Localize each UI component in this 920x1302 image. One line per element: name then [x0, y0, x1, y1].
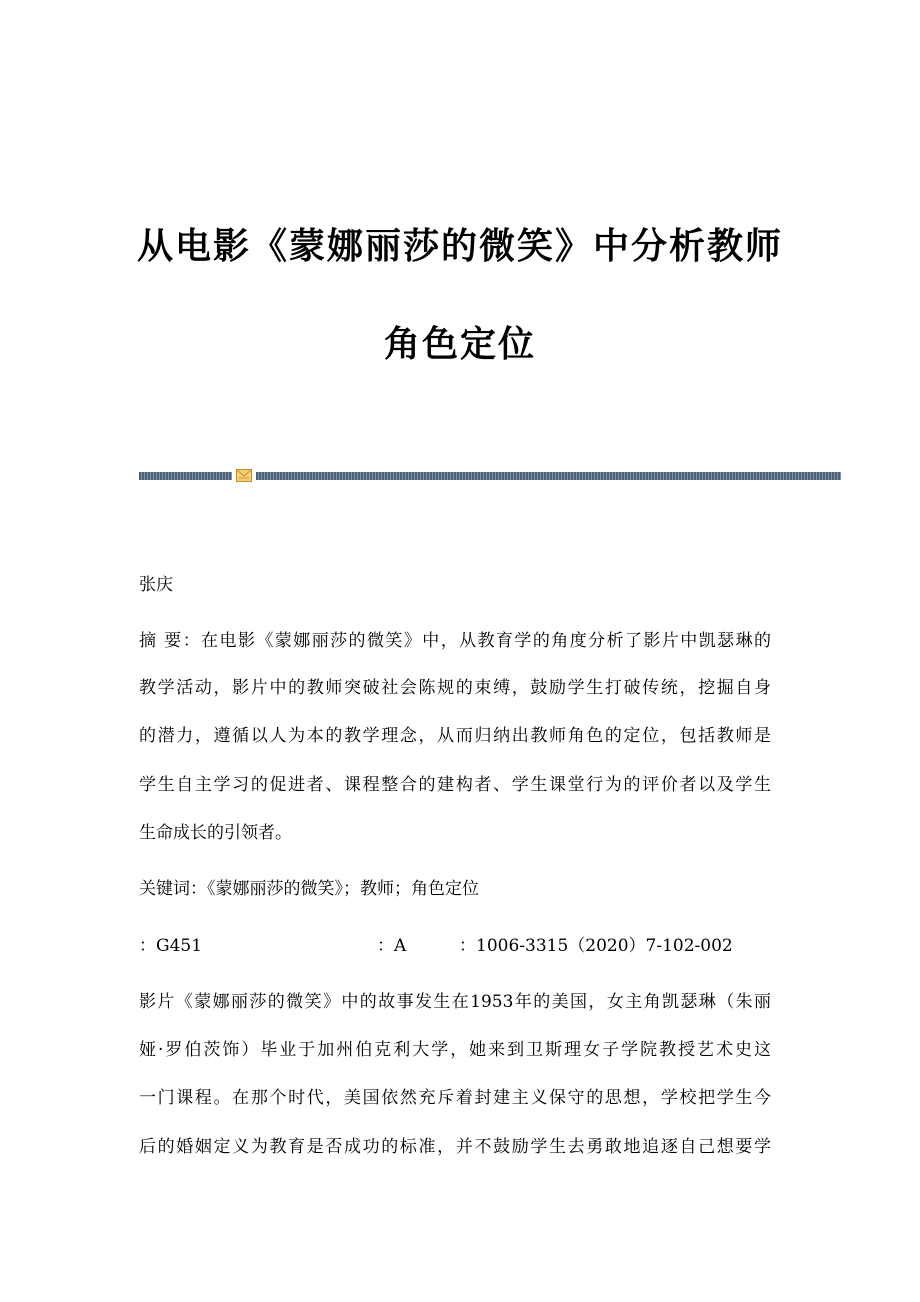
- page-title-line-2: 角色定位: [383, 324, 536, 365]
- author-name: 张庆: [139, 575, 173, 595]
- header-rule-right: [256, 472, 841, 480]
- body-line: 影片《蒙娜丽莎的微笑》中的故事发生在1953年的美国，女主角凯瑟琳（朱丽: [139, 992, 771, 1012]
- abstract-line: 的潜力，遵循以人为本的教学理念，从而归纳出教师角色的定位，包括教师是: [139, 726, 771, 746]
- article-id: ：1006-3315（2020）7-102-002: [459, 936, 733, 956]
- body-line: 娅·罗伯茨饰）毕业于加州伯克利大学，她来到卫斯理女子学院教授艺术史这: [139, 1040, 771, 1060]
- abstract-line: 生命成长的引领者。: [139, 823, 292, 843]
- body-line: 一门课程。在那个时代，美国依然充斥着封建主义保守的思想，学校把学生今: [139, 1088, 771, 1108]
- page-title-line-1: 从电影《蒙娜丽莎的微笑》中分析教师: [136, 226, 783, 267]
- keywords: 关键词：《蒙娜丽莎的微笑》；教师；角色定位: [139, 879, 479, 899]
- clc-number: ：G451: [139, 936, 203, 956]
- document-code: ：A: [377, 936, 407, 956]
- abstract-line: 教学活动，影片中的教师突破社会陈规的束缚，鼓励学生打破传统，挖掘自身: [139, 678, 771, 698]
- body-line: 后的婚姻定义为教育是否成功的标准，并不鼓励学生去勇敢地追逐自己想要学: [139, 1137, 771, 1157]
- envelope-icon: [236, 469, 252, 482]
- abstract-line: 摘 要：在电影《蒙娜丽莎的微笑》中，从教育学的角度分析了影片中凯瑟琳的: [139, 631, 771, 651]
- header-rule-left: [139, 472, 232, 480]
- abstract-line: 学生自主学习的促进者、课程整合的建构者、学生课堂行为的评价者以及学生: [139, 775, 771, 795]
